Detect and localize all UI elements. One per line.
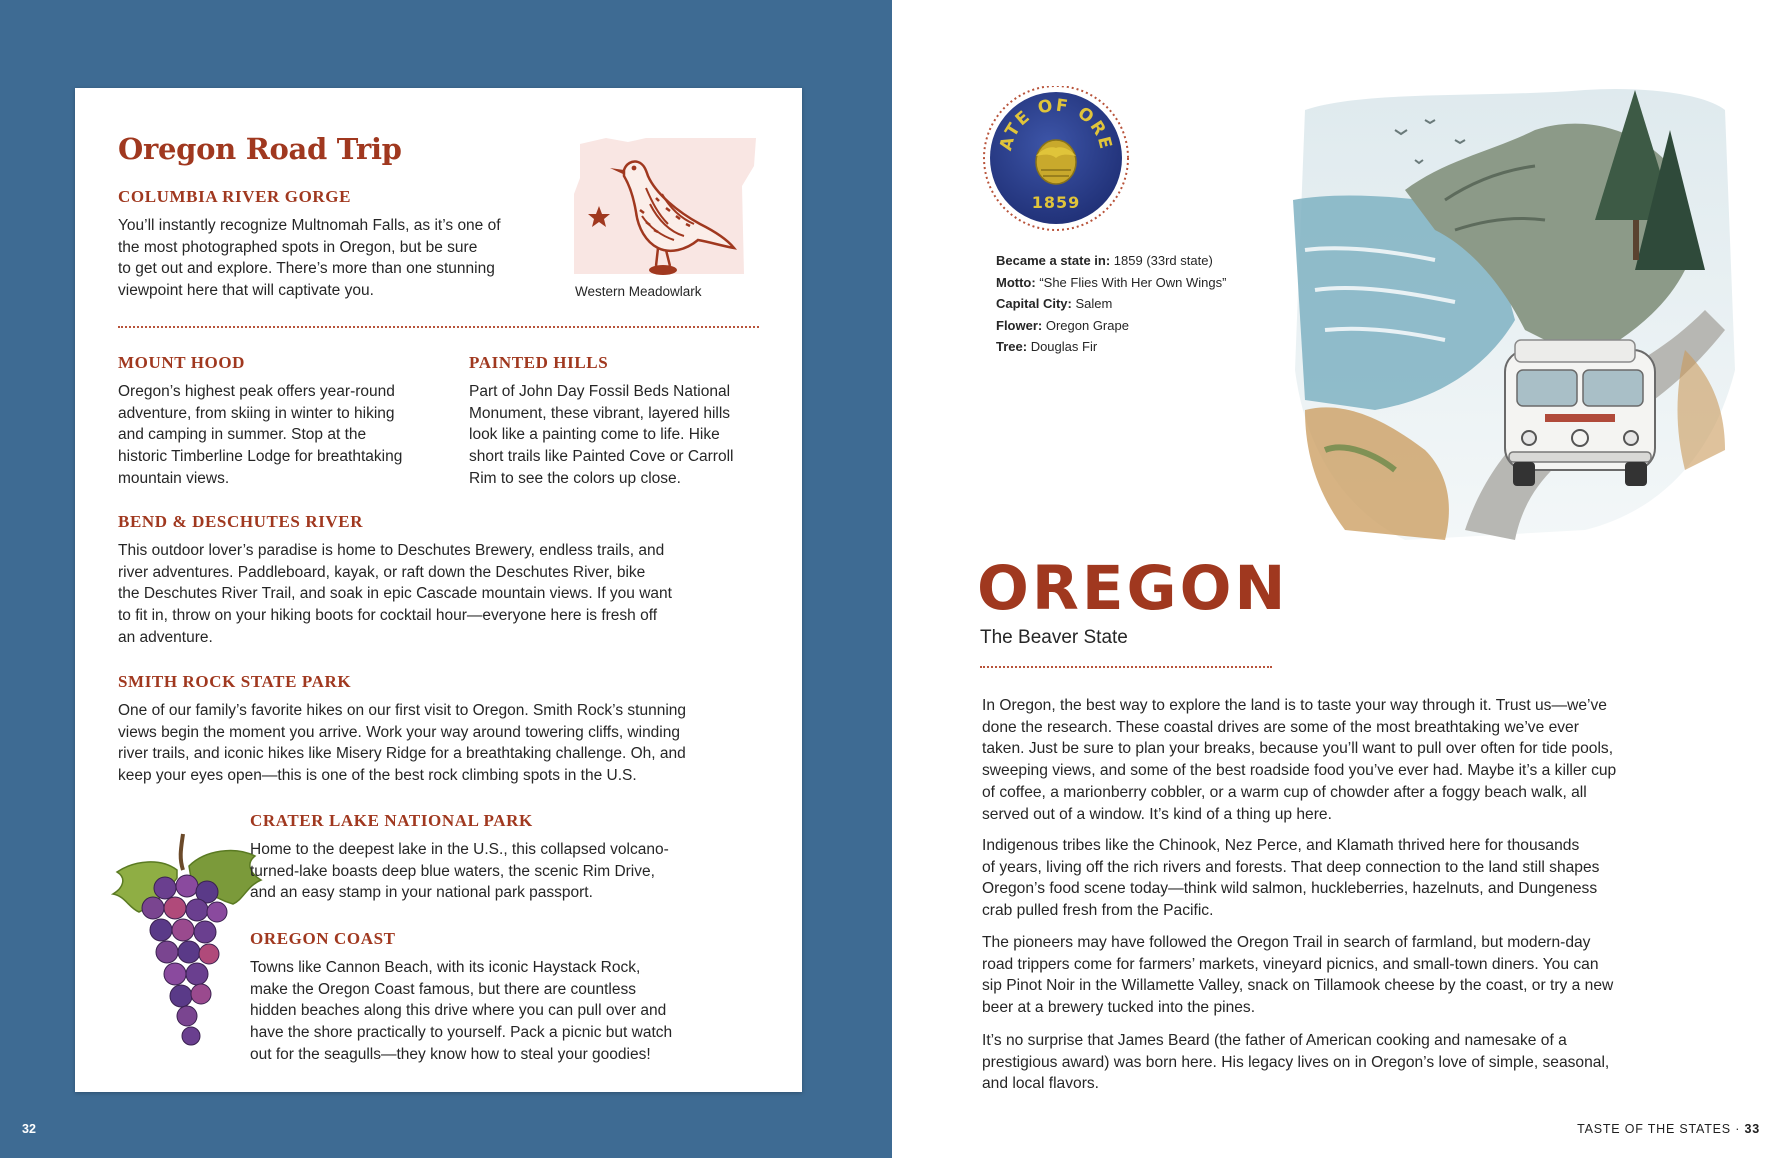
title-divider bbox=[980, 666, 1272, 668]
state-name-title: OREGON bbox=[977, 553, 1289, 624]
text-line: turned-lake boasts deep blue waters, the scenic Rim Drive, bbox=[250, 862, 655, 880]
text-line: out for the seagulls—they know how to steal your goodies! bbox=[250, 1045, 651, 1063]
fact-statehood: Became a state in: 1859 (33rd state) bbox=[996, 253, 1213, 268]
text-columbia-river-gorge bbox=[118, 215, 501, 302]
heading-painted-hills: PAINTED HILLS bbox=[469, 353, 609, 372]
text-line: This outdoor lover’s paradise is home to Deschutes Brewery, endless trails, and bbox=[118, 542, 665, 559]
text-line: served out of a window. It’s kind of a thing up here. bbox=[982, 805, 1332, 823]
text-line: done the research. These coastal drives are some of the most breathtaking we’ve ever bbox=[982, 718, 1579, 736]
text-line: Part of John Day Fossil Beds National bbox=[469, 383, 731, 400]
section-divider bbox=[118, 326, 759, 328]
text-line: make the Oregon Coast famous, but there are countless bbox=[250, 980, 636, 998]
bird-caption: Western Meadowlark bbox=[575, 284, 702, 299]
text-line: the Deschutes River Trail, and soak in epic Cascade mountain views. If you want bbox=[118, 585, 672, 603]
heading-columbia-river-gorge: COLUMBIA RIVER GORGE bbox=[118, 187, 352, 206]
book-title: TASTE OF THE STATES bbox=[1577, 1122, 1731, 1136]
text-painted-hills bbox=[469, 381, 733, 490]
camper-van bbox=[1505, 340, 1655, 486]
text-line: historic Timberline Lodge for breathtaking bbox=[118, 448, 403, 466]
camper-van-coast-icon bbox=[1285, 70, 1745, 545]
heading-oregon-coast: OREGON COAST bbox=[250, 929, 396, 948]
fact-tree: Tree: Douglas Fir bbox=[996, 339, 1098, 355]
text-line: sip Pinot Noir in the Willamette Valley, snack on Tillamook cheese by the coast, or try a new bbox=[982, 977, 1614, 995]
text-line: viewpoint here that will captivate you. bbox=[118, 282, 374, 300]
text-line: Oregon’s food scene today—think wild salmon, huckleberries, hazelnuts, and Dungeness bbox=[982, 880, 1598, 898]
page-footer-right bbox=[1577, 1122, 1760, 1136]
text-line: views begin the moment you arrive. Work your way around towering cliffs, winding bbox=[118, 723, 680, 741]
intro-paragraph-1 bbox=[982, 695, 1682, 825]
footer-separator: · bbox=[1735, 1122, 1741, 1136]
coastal-drive-illustration bbox=[1285, 70, 1745, 545]
intro-paragraph-4 bbox=[982, 1030, 1682, 1095]
page-number-left: 32 bbox=[22, 1122, 36, 1136]
intro-paragraph-2 bbox=[982, 835, 1682, 922]
state-seal-icon bbox=[981, 86, 1131, 236]
text-line: One of our family’s favorite hikes on our first visit to Oregon. Smith Rock’s stunning bbox=[118, 702, 687, 719]
text-mount-hood bbox=[118, 381, 402, 490]
intro-paragraph-3 bbox=[982, 932, 1682, 1019]
heading-smith-rock: SMITH ROCK STATE PARK bbox=[118, 672, 352, 691]
text-line: of years, living off the rich rivers and forests. That deep connection to the land still shapes bbox=[982, 858, 1600, 876]
text-line: adventure, from skiing in winter to hiking bbox=[118, 404, 395, 422]
text-line: keep your eyes open—this is one of the best rock climbing spots in the U.S. bbox=[118, 767, 637, 785]
text-line: beer at a brewery tucked into the pines. bbox=[982, 999, 1256, 1017]
heading-crater-lake: CRATER LAKE NATIONAL PARK bbox=[250, 811, 533, 830]
heading-bend-deschutes: BEND & DESCHUTES RIVER bbox=[118, 512, 364, 531]
text-crater-lake bbox=[250, 839, 669, 904]
grapes-illustration bbox=[105, 830, 265, 1070]
text-line: taken. Just be sure to plan your breaks, because you’ll want to pull over often for tide pools, bbox=[982, 740, 1614, 758]
text-line: and an easy stamp in your national park passport. bbox=[250, 884, 593, 902]
text-line: You’ll instantly recognize Multnomah Falls, as it’s one of bbox=[118, 217, 501, 234]
text-line: Oregon’s highest peak offers year-round bbox=[118, 383, 395, 400]
text-line: road trippers come for farmers’ markets, vineyard picnics, and small-town diners. You can bbox=[982, 955, 1599, 973]
text-line: Rim to see the colors up close. bbox=[469, 469, 681, 487]
text-line: Towns like Cannon Beach, with its iconic Haystack Rock, bbox=[250, 959, 641, 976]
text-line: Indigenous tribes like the Chinook, Nez Perce, and Klamath thrived here for thousands bbox=[982, 837, 1580, 854]
text-line: short trails like Painted Cove or Carroll bbox=[469, 448, 734, 466]
text-line: river adventures. Paddleboard, kayak, or raft down the Deschutes River, bike bbox=[118, 563, 646, 581]
text-line: prestigious award) was born here. His legacy lives on in Oregon’s love of simple, seasonal, bbox=[982, 1053, 1610, 1071]
road-trip-card bbox=[75, 88, 802, 1092]
state-nickname: The Beaver State bbox=[980, 627, 1128, 648]
text-line: and local flavors. bbox=[982, 1075, 1100, 1093]
svg-text:ATE OF ORE: ATE OF ORE bbox=[996, 95, 1116, 153]
card-title: Oregon Road Trip bbox=[118, 132, 402, 166]
text-line: Monument, these vibrant, layered hills bbox=[469, 404, 731, 422]
text-line: river trails, and iconic hikes like Misery Ridge for a breathtaking challenge. Oh, and bbox=[118, 745, 686, 763]
text-line: It’s no surprise that James Beard (the father of American cooking and namesake of a bbox=[982, 1032, 1567, 1049]
text-line: to fit in, throw on your hiking boots for cocktail hour—everyone here is fresh off bbox=[118, 607, 658, 625]
text-line: the most photographed spots in Oregon, but be sure bbox=[118, 238, 478, 256]
state-facts bbox=[996, 250, 1226, 358]
fact-flower: Flower: Oregon Grape bbox=[996, 317, 1129, 333]
text-oregon-coast bbox=[250, 957, 672, 1066]
text-line: The pioneers may have followed the Oregon Trail in search of farmland, but modern-day bbox=[982, 934, 1591, 951]
page-number-right: 33 bbox=[1744, 1122, 1760, 1136]
text-line: look like a painting come to life. Hike bbox=[469, 426, 720, 444]
text-line: an adventure. bbox=[118, 628, 213, 646]
text-line: crab pulled fresh from the Pacific. bbox=[982, 902, 1214, 920]
grapes-icon bbox=[105, 830, 265, 1070]
text-line: In Oregon, the best way to explore the land is to taste your way through it. Trust us—we’ve bbox=[982, 697, 1607, 714]
oregon-flag-seal bbox=[981, 86, 1131, 236]
text-line: of coffee, a marionberry cobbler, or a warm cup of chowder after a foggy beach walk, all bbox=[982, 783, 1587, 801]
text-smith-rock bbox=[118, 700, 686, 787]
heading-mount-hood: MOUNT HOOD bbox=[118, 353, 246, 372]
text-bend-deschutes bbox=[118, 540, 672, 649]
text-line: mountain views. bbox=[118, 469, 230, 487]
text-line: and camping in summer. Stop at the bbox=[118, 426, 367, 444]
text-line: hidden beaches along this drive where you can pull over and bbox=[250, 1002, 667, 1020]
svg-text:1859: 1859 bbox=[1031, 193, 1081, 212]
text-line: Home to the deepest lake in the U.S., this collapsed volcano- bbox=[250, 841, 669, 858]
text-line: have the shore practically to yourself. Pack a picnic but watch bbox=[250, 1024, 673, 1042]
fact-motto: Motto: “She Flies With Her Own Wings” bbox=[996, 274, 1227, 290]
text-line: to get out and explore. There’s more than one stunning bbox=[118, 260, 495, 278]
text-line: sweeping views, and some of the best roadside food you’ve ever had. Maybe it’s a killer cup bbox=[982, 762, 1617, 780]
fact-capital: Capital City: Salem bbox=[996, 296, 1113, 312]
